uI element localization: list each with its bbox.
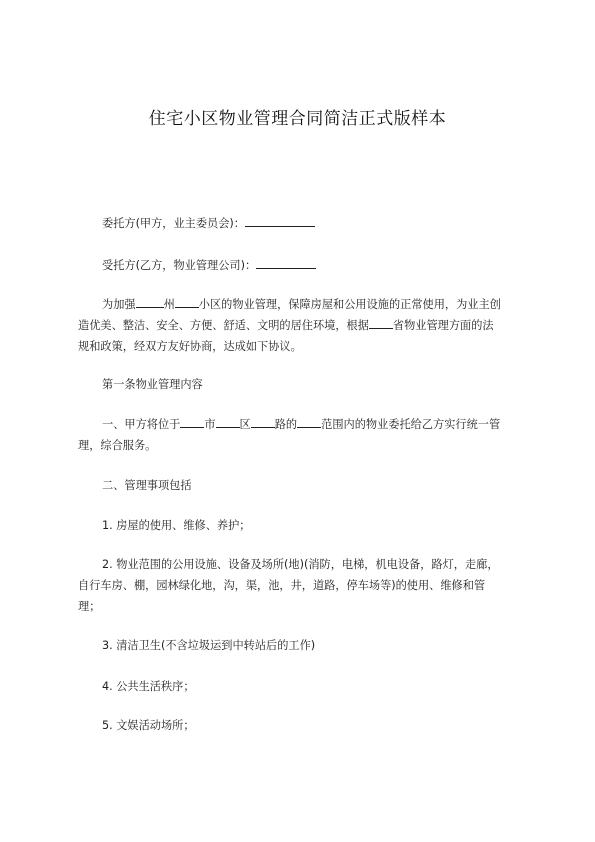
item-4: 4. 公共生活秩序；: [102, 680, 195, 693]
party-a-label: 委托方(甲方，业主委员会)：: [102, 217, 245, 230]
clause-1-line-2: 理，综合服务。: [78, 439, 157, 452]
clause-text: 路的: [274, 418, 298, 431]
blank: [251, 415, 275, 428]
party-b-label: 受托方(乙方，物业管理公司)：: [102, 259, 257, 272]
blank: [180, 415, 204, 428]
intro-line-2: [78, 315, 528, 336]
clause-text: 一、甲方将位于: [102, 418, 181, 431]
document-title: 住宅小区物业管理合同简洁正式版样本: [148, 109, 447, 129]
item-2-line-2: 自行车房、棚，园林绿化地，沟，渠，池，井，道路，停车场等)的使用、维修和管: [78, 579, 486, 592]
item-3: 3. 清洁卫生(不含垃圾运到中转站后的工作): [102, 639, 316, 652]
clause-text: 范围内的物业委托给乙方实行统一管: [321, 418, 501, 431]
clause-1-line-1: [78, 414, 552, 435]
clause-2-heading: 二、管理事项包括: [102, 479, 192, 492]
blank: [136, 295, 164, 308]
intro-line-3: 规和政策，经双方友好协商，达成如下协议。: [78, 340, 302, 353]
party-b-blank: [256, 256, 316, 269]
clause-text: 市: [204, 418, 216, 431]
item-5: 5. 文娱活动场所；: [102, 719, 195, 732]
clause-text: 区: [239, 418, 251, 431]
article-1-heading: 第一条物业管理内容: [102, 378, 203, 391]
blank: [369, 316, 393, 329]
party-a-line: [78, 213, 552, 234]
blank: [175, 295, 199, 308]
item-2-line-3: 理；: [78, 600, 101, 613]
intro-line-1: [78, 294, 552, 315]
intro-text: 为加强: [102, 298, 136, 311]
intro-text: 小区的物业管理，保障房屋和公用设施的正常使用，为业主创: [198, 298, 501, 311]
party-a-blank: [245, 214, 315, 227]
intro-text: 造优美、整洁、安全、方便、舒适、文明的居住环境，根据: [78, 319, 369, 332]
blank: [297, 415, 321, 428]
party-b-line: [78, 255, 552, 276]
item-1: 1. 房屋的使用、维修、养护；: [102, 519, 251, 532]
blank: [216, 415, 240, 428]
intro-text: 州: [163, 298, 175, 311]
intro-text: 省物业管理方面的法: [392, 319, 494, 332]
item-2-line-1: 2. 物业范围的公用设施、设备及场所(地)(消防，电梯，机电设备，路灯，走廊，: [102, 558, 499, 571]
